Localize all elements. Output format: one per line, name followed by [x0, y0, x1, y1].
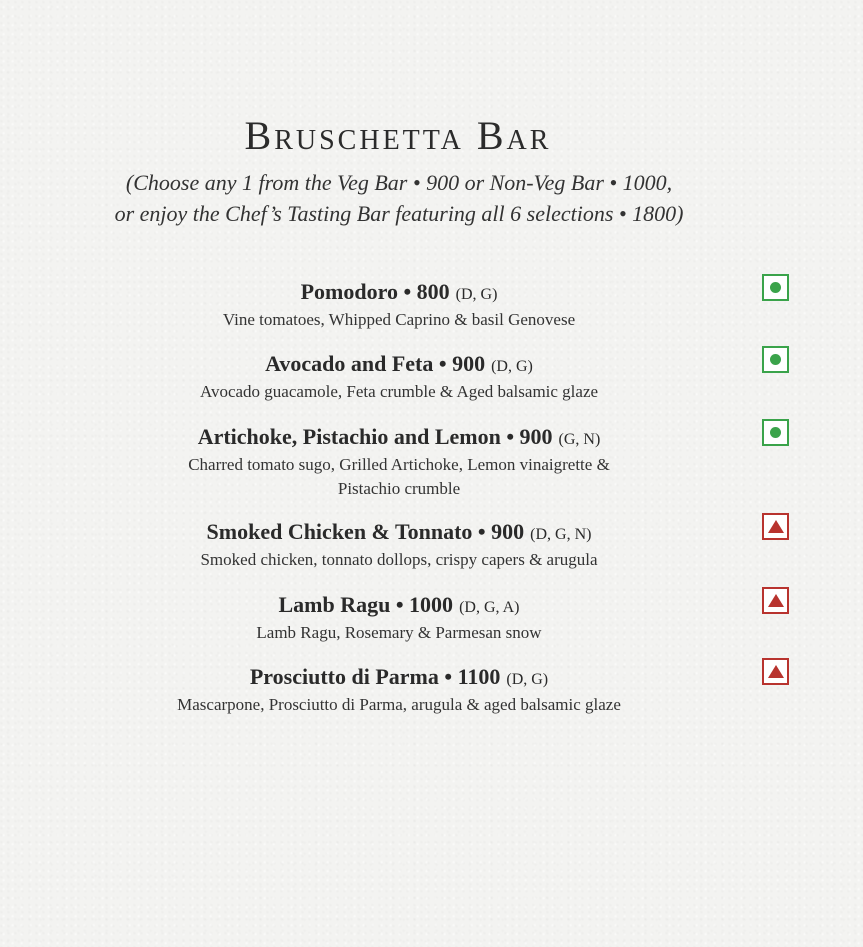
item-name-price: Prosciutto di Parma • 1100	[249, 664, 501, 689]
item-allergen-tags: (D, G)	[506, 671, 549, 688]
item-allergen-tags: (D, G)	[491, 358, 533, 375]
item-description: Lamb Ragu, Rosemary & Parmesan snow	[256, 623, 542, 642]
menu-item-avocado-feta	[0, 351, 798, 404]
veg-icon	[762, 274, 789, 301]
item-description: Smoked chicken, tonnato dollops, crispy capers & arugula	[200, 550, 598, 569]
menu-subtitle-line-2: or enjoy the Chef’s Tasting Bar featuring all 6 selections • 1800)	[114, 201, 684, 226]
menu-item-smoked-chicken	[0, 519, 798, 572]
menu-title: Bruschetta Bar	[244, 113, 552, 158]
item-description: Vine tomatoes, Whipped Caprino & basil Genovese	[222, 310, 576, 329]
item-name-price: Lamb Ragu • 1000	[278, 592, 454, 617]
item-allergen-tags: (D, G, N)	[530, 526, 592, 543]
veg-icon	[762, 346, 789, 373]
non-veg-icon	[762, 587, 789, 614]
non-veg-triangle	[768, 520, 784, 533]
item-description: Avocado guacamole, Feta crumble & Aged balsamic glaze	[199, 382, 599, 401]
veg-dot	[770, 427, 781, 438]
menu-item-lamb-ragu	[0, 592, 798, 645]
item-description-line-2: Pistachio crumble	[337, 479, 461, 498]
item-allergen-tags: (D, G, A)	[459, 599, 520, 616]
item-name-price: Avocado and Feta • 900	[265, 351, 486, 376]
veg-icon	[762, 419, 789, 446]
item-name-price: Pomodoro • 800	[300, 279, 450, 304]
menu-item-prosciutto	[0, 664, 798, 717]
menu-item-artichoke	[0, 424, 798, 501]
veg-dot	[770, 282, 781, 293]
item-description-line-1: Charred tomato sugo, Grilled Artichoke, Lemon vinaigrette &	[188, 455, 610, 474]
item-description: Mascarpone, Prosciutto di Parma, arugula & aged balsamic glaze	[177, 695, 621, 714]
menu-item-pomodoro	[0, 279, 798, 332]
veg-dot	[770, 354, 781, 365]
non-veg-icon	[762, 658, 789, 685]
item-allergen-tags: (D, G)	[455, 286, 498, 303]
menu-subtitle-line-1: (Choose any 1 from the Veg Bar • 900 or Non-Veg Bar • 1000,	[125, 170, 673, 195]
item-name-price: Artichoke, Pistachio and Lemon • 900	[197, 424, 553, 449]
non-veg-triangle	[768, 594, 784, 607]
non-veg-icon	[762, 513, 789, 540]
non-veg-triangle	[768, 665, 784, 678]
item-allergen-tags: (G, N)	[558, 431, 601, 448]
item-name-price: Smoked Chicken & Tonnato • 900	[206, 519, 525, 544]
